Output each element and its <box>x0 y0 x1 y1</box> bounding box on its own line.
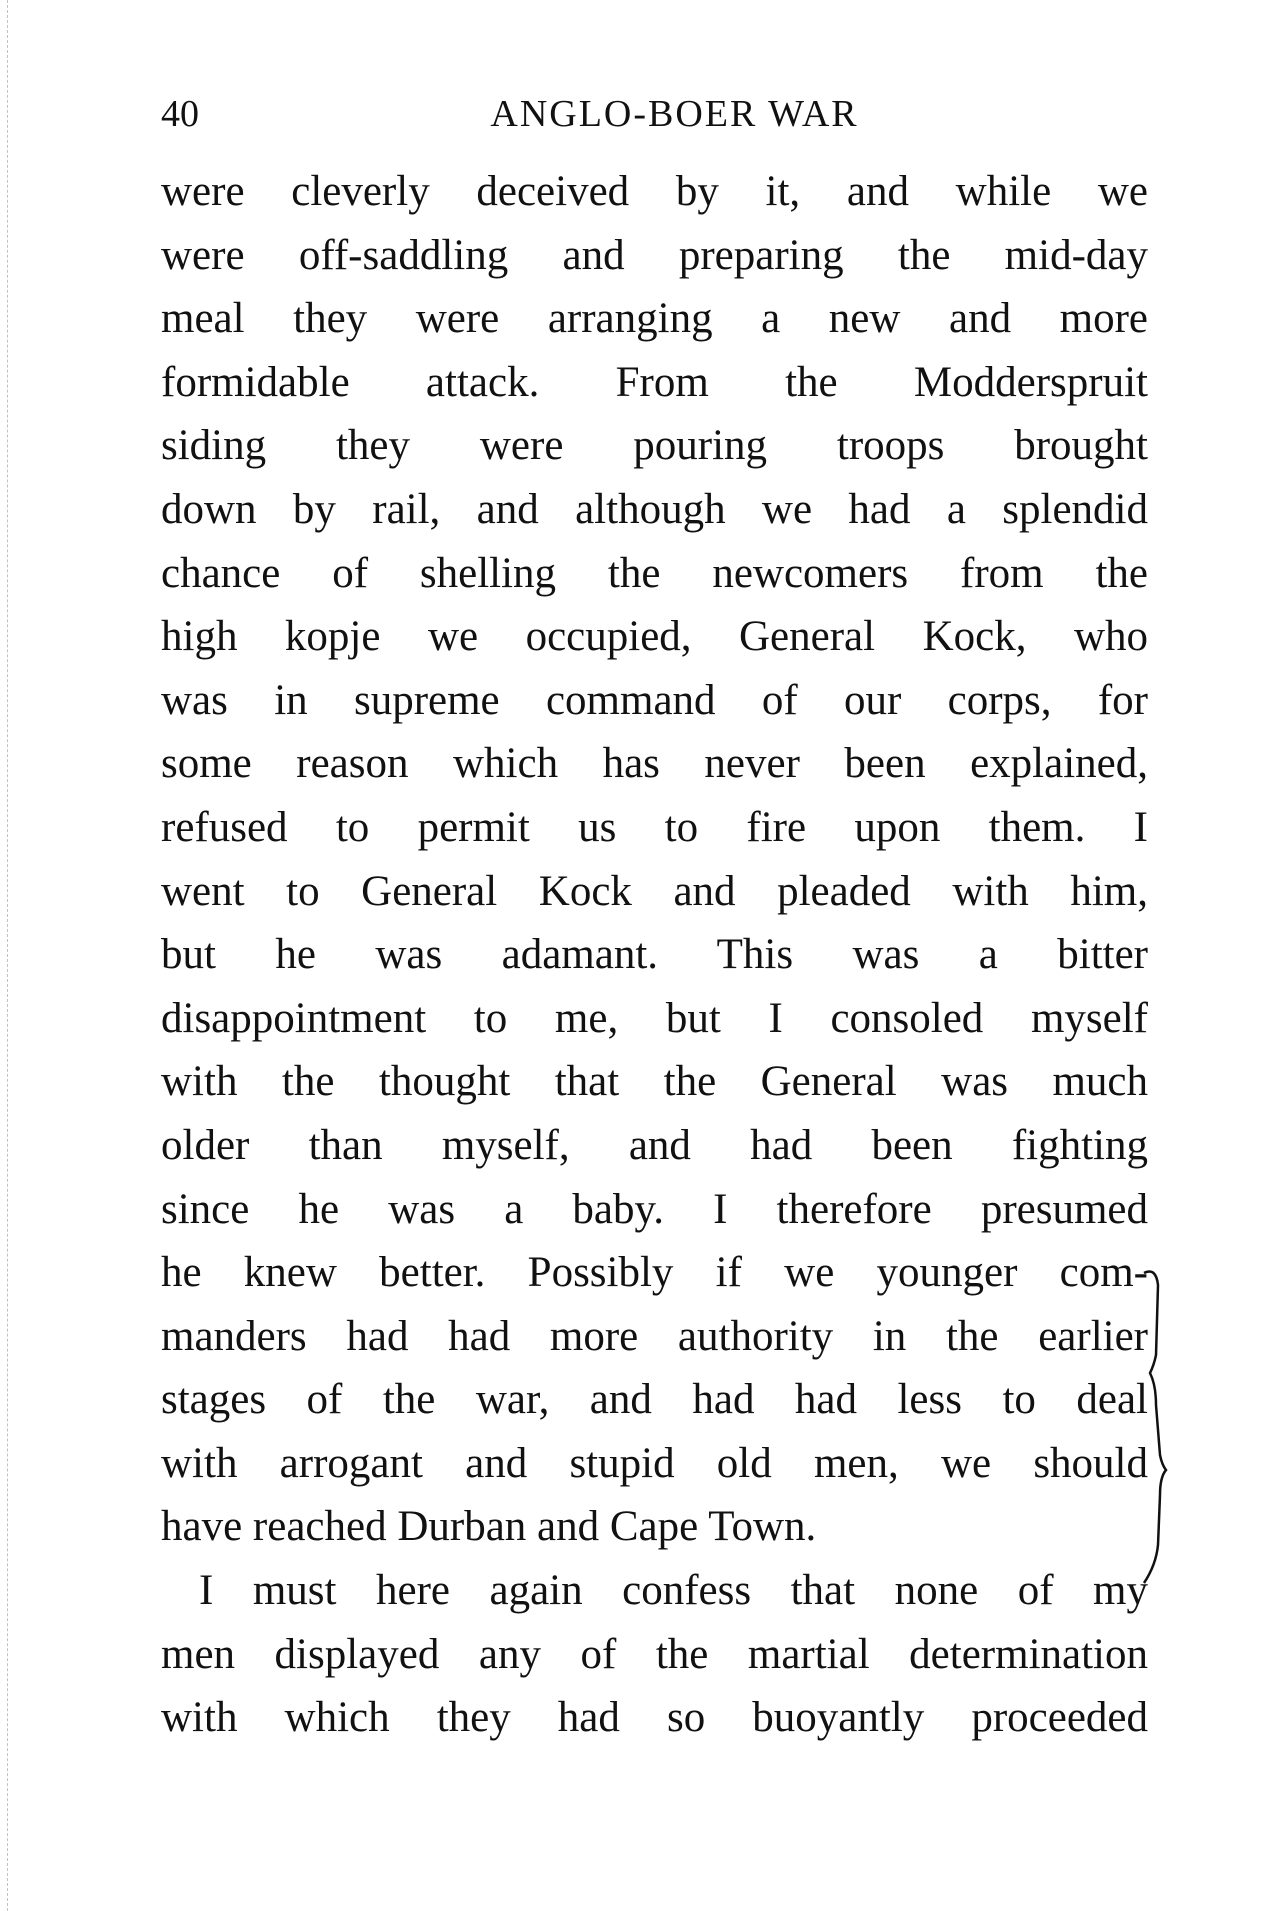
text-line: went to General Kock and pleaded with him, <box>161 867 1148 915</box>
text-line: some reason which has never been explained, <box>161 740 1148 788</box>
text-line: I must here again confess that none of my <box>199 1567 1148 1615</box>
text-line: high kopje we occupied, General Kock, who <box>161 613 1148 661</box>
text-line: siding they were pouring troops brought <box>161 422 1148 470</box>
text-line: disappointment to me, but I consoled myself <box>161 994 1148 1042</box>
text-line: were off-saddling and preparing the mid-day <box>161 231 1148 279</box>
text-line: older than myself, and had been fighting <box>161 1121 1148 1169</box>
text-line: men displayed any of the martial determination <box>161 1630 1148 1678</box>
text-line: have reached Durban and Cape Town. <box>161 1503 817 1551</box>
page-number: 40 <box>161 93 199 135</box>
text-line: stages of the war, and had had less to deal <box>161 1376 1148 1424</box>
body-text <box>161 160 1148 1750</box>
page-edge <box>7 0 8 1911</box>
text-line: were cleverly deceived by it, and while we <box>161 168 1148 215</box>
running-title: ANGLO-BOER WAR <box>490 93 859 135</box>
text-line: with which they had so buoyantly proceeded <box>161 1694 1148 1742</box>
text-line: formidable attack. From the Modderspruit <box>161 358 1148 406</box>
text-line: meal they were arranging a new and more <box>161 295 1148 343</box>
handwritten-bracket-mark <box>1142 1265 1172 1585</box>
text-line: with arrogant and stupid old men, we should <box>161 1439 1148 1487</box>
page-header <box>161 92 1148 152</box>
text-line: chance of shelling the newcomers from the <box>161 549 1148 597</box>
text-line: since he was a baby. I therefore presumed <box>161 1185 1148 1233</box>
text-line: he knew better. Possibly if we younger com- <box>161 1249 1148 1297</box>
text-line: but he was adamant. This was a bitter <box>161 931 1148 979</box>
text-line: was in supreme command of our corps, for <box>161 676 1148 724</box>
text-line: with the thought that the General was much <box>161 1058 1148 1106</box>
text-line: manders had had more authority in the earlier <box>161 1312 1148 1360</box>
text-line: down by rail, and although we had a splendid <box>161 485 1148 533</box>
text-line: refused to permit us to fire upon them. I <box>161 803 1148 851</box>
